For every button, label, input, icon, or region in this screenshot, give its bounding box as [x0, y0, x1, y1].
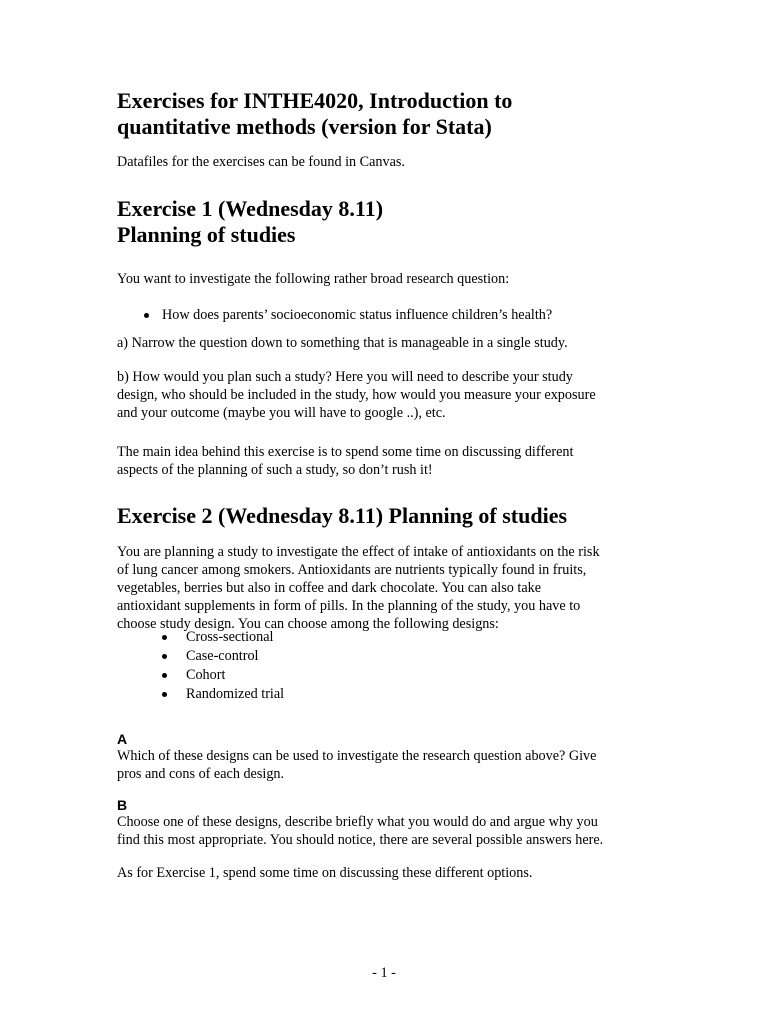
text-line: Which of these designs can be used to investigate the research question above? Give [117, 748, 597, 764]
exercise1-part-b [117, 368, 717, 422]
text-line: antioxidant supplements in form of pills. In the planning of the study, you have to [117, 598, 581, 614]
datafiles-note: Datafiles for the exercises can be found in Canvas. [117, 154, 405, 170]
exercise1-heading [117, 196, 677, 248]
text-line: of lung cancer among smokers. Antioxidants are nutrients typically found in fruits, [117, 562, 587, 578]
exercise2-heading: Exercise 2 (Wednesday 8.11) Planning of studies [117, 503, 568, 528]
bullet-icon [162, 692, 167, 697]
text-line: Choose one of these designs, describe briefly what you would do and argue why you [117, 814, 598, 830]
section-b-label: B [117, 797, 128, 813]
text-line: b) How would you plan such a study? Here you will need to describe your study [117, 369, 573, 385]
section-a-label: A [117, 731, 128, 747]
text-line: The main idea behind this exercise is to spend some time on discussing different [117, 444, 574, 460]
text-line: You are planning a study to investigate the effect of intake of antioxidants on the risk [117, 544, 600, 560]
exercise2-closing: As for Exercise 1, spend some time on discussing these different options. [117, 865, 533, 881]
text-line: aspects of the planning of such a study, so don’t rush it! [117, 462, 433, 478]
exercise1-part-a: a) Narrow the question down to something that is manageable in a single study. [117, 335, 568, 351]
design-item: Cohort [186, 667, 226, 683]
title-line: quantitative methods (version for Stata) [117, 114, 492, 139]
text-line: and your outcome (maybe you will have to google ..), etc. [117, 405, 446, 421]
design-item: Case-control [186, 648, 259, 664]
text-line: vegetables, berries but also in coffee and dark chocolate. You can also take [117, 580, 542, 596]
exercise1-main-idea [117, 443, 717, 479]
text-line: find this most appropriate. You should notice, there are several possible answers here. [117, 832, 604, 848]
title-line: Exercises for INTHE4020, Introduction to [117, 88, 513, 113]
bullet-icon [162, 673, 167, 678]
section-a-text [117, 747, 717, 783]
design-item: Randomized trial [186, 686, 285, 702]
bullet-icon [144, 313, 149, 318]
exercise1-bullet: How does parents’ socioeconomic status influence children’s health? [162, 307, 553, 323]
page-number: - 1 - [372, 965, 396, 981]
bullet-icon [162, 635, 167, 640]
design-item: Cross-sectional [186, 629, 274, 645]
document-title [117, 88, 677, 140]
heading-line: Planning of studies [117, 222, 296, 247]
text-line: pros and cons of each design. [117, 766, 285, 782]
bullet-icon [162, 654, 167, 659]
section-b-text [117, 813, 737, 849]
exercise1-intro: You want to investigate the following rather broad research question: [117, 271, 510, 287]
text-line: design, who should be included in the study, how would you measure your exposure [117, 387, 596, 403]
text-line: choose study design. You can choose among the following designs: [117, 616, 499, 632]
heading-line: Exercise 1 (Wednesday 8.11) [117, 196, 384, 221]
exercise2-intro [117, 543, 717, 633]
